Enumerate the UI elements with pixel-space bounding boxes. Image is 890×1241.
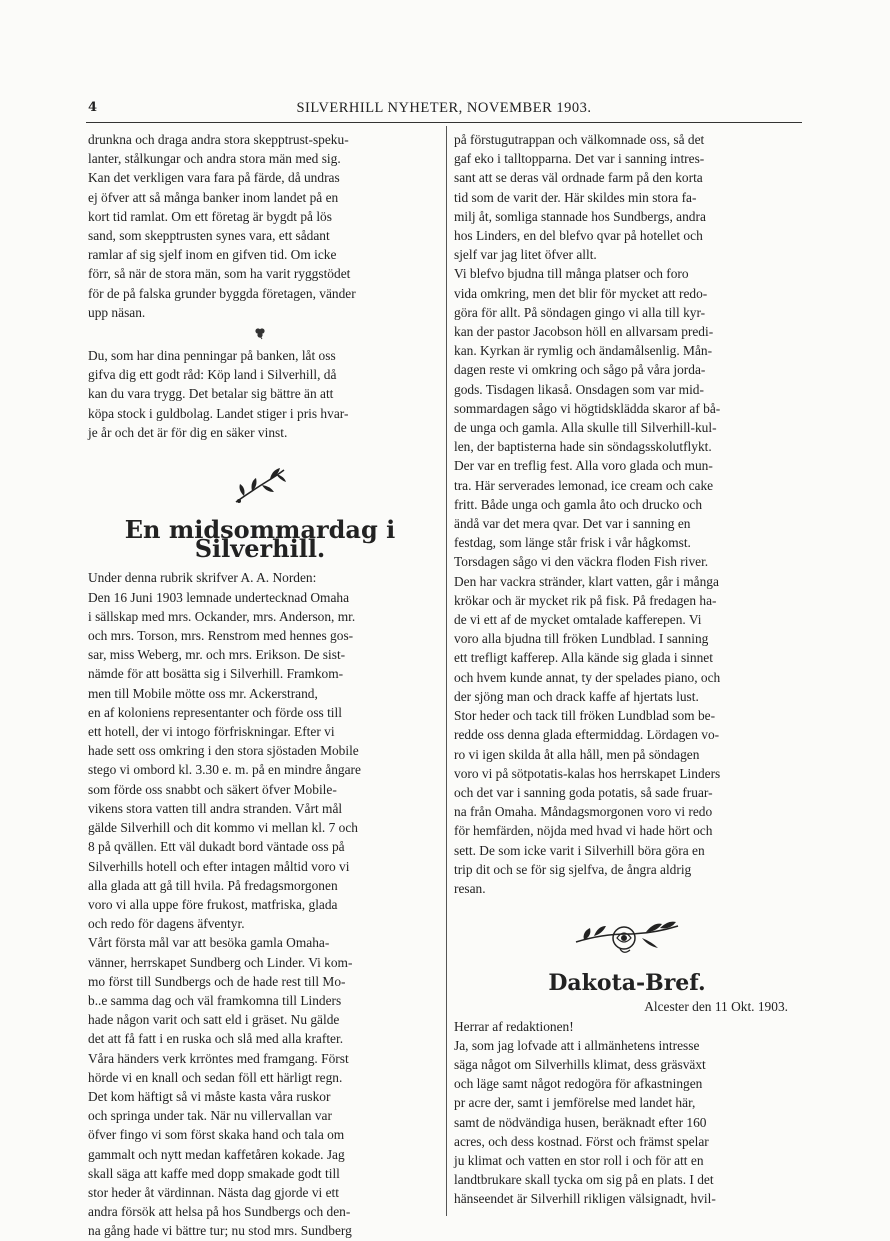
article-paragraph: Vi blefvo bjudna till många platser och foro vida omkring, men det blir för mycket att redo- göra för allt. På söndagen gingo vi alla till kyr- kan der pastor Jacobson höll en allvarsam predi- kan. Kyrkan är rymlig och ändamålsenlig. Mån- dagen reste vi omkring och sågo på våra jorda- gods. Tisdagen likaså. Onsdagen som var mid- sommardagen sågo vi högtidsklädda skaror af bå- de unga och gamla. Alla skulle till Silverhill-kul- len, der baptisterna hade sin söndagsskolutflykt. Der var en treflig fest. Alla voro glada och mun- tra. Här serverades lemonad, ice cream och cake fritt. Både unga och gamla åto och drucko och ändå var det mera qvar. Det var i sanning en festdag, som länge står frisk i vår hågkomst. Torsdagen sågo vi den väckra floden Fish river. Den har vackra stränder, klart vatten, går i många krökar och är mycket rik på fisk. På fredagen ha- de vi ett af de mycket omtalade kafferepen. Vi voro alla bjudna till fröken Lundblad. I sanning ett trefligt kafferep. Alla kände sig glada i sinnet och hvem kunde annat, ty der spelades piano, och der sjöng man och drack kaffe af hjertats lust. Stor heder och tack till fröken Lundblad som be- redde oss denna glada eftermiddag. Lördagen vo- ro vi igen skilda åt alla håll, men på söndagen voro vi på sötpotatis-kalas hos herrskapet Linders och det var i sanning goda potatis, så sade fruar- na från Omaha. Måndagsmorgonen voro vi redo för hemfärden, nöjda med hvad vi hade hört och sett. De som icke varit i Silverhill böra göra en trip dit och se för sig sjelfva, de ångra aldrig resan. <box>454 266 721 896</box>
letter-dateline: Alcester den 11 Okt. 1903. <box>644 999 788 1015</box>
left-column <box>88 130 432 1241</box>
rose-ornament-icon <box>454 912 800 956</box>
small-flower-ornament-icon <box>88 326 432 344</box>
right-column <box>454 130 800 1209</box>
header-rule <box>86 122 802 123</box>
page-number: 4 <box>88 100 98 115</box>
column-divider <box>446 126 447 1216</box>
article-continuation-paragraph: drunkna och draga andra stora skepptrust-speku- lanter, stålkungar och andra stora män med sig. Kan det verkligen vara fara på färde, då undras ej öfver att så många banker inom landet på en kort tid ramlat. Om ett företag är bygdt på lös sand, som skepptrusten synes vara, ett sådant ramlar af sig sjelf inom en gifven tid. Om icke förr, så när de stora män, som ha varit ryggstödet för de på falska grunder byggda företagen, vänder upp näsan. <box>88 132 356 320</box>
page-header <box>88 98 800 122</box>
letter-paragraph: Ja, som jag lofvade att i allmänhetens intresse säga något om Silverhills klimat, dess gräsväxt och läge samt något redogöra för afkastningen pr acre der, samt i jemförelse med landet här, samt de nödvändiga husen, beräknadt efter 160 acres, och dess kostnad. Först och främst spelar ju klimat och vatten en stor roll i och för att en landtbrukare skall tycka om sig på en plats. I det hänseendet är Silverhill rikligen välsignadt, hvil- <box>454 1037 716 1207</box>
article-title-dakota-bref: Dakota-Bref. <box>548 970 706 997</box>
letter-salutation: Herrar af redaktionen! <box>454 1018 574 1034</box>
article-paragraph: Vårt första mål var att besöka gamla Omaha- vänner, herrskapet Sundberg och Linder. Vi kom- mo först till Sundbergs och de hade rest till Mo- b..e samma dag och väl framkomna till Linders hade någon varit och satt eld i gräset. Nu gälde det att få fatt i en ruska och slå med alla krafter. Våra händers verk krröntes med framgang. Först hörde vi en knall och sedan föll ett härligt regn. Det kom häftigt så vi måste kasta våra ruskor och springa under tak. När nu villervallan var öfver fingo vi som först skaka hand och tala om gammalt och nytt medan kaffetåren kokade. Jag skall säga att kaffe med dopp smakade godt till stor heder åt värdinnan. Nästa dag gjorde vi ett andra försök att helsa på hos Sundbergs och den- na gång hade vi bättre tur; nu stod mrs. Sundberg <box>88 935 353 1239</box>
article-paragraph: Under denna rubrik skrifver A. A. Norden: Den 16 Juni 1903 lemnade undertecknad Omaha i sällskap med mrs. Ockander, mrs. Anderson, mr. och mrs. Torson, mrs. Renstrom med hennes gos- sar, miss Weberg, mr. och mrs. Erikson. De sist- nämde för att bosätta sig i Silverhill. Framkom- men till Mobile mötte oss mr. Ackerstrand, en af koloniens representanter och förde oss till ett hotell, der vi intogo förfriskningar. Efter vi hade sett oss omkring i den stora sjöstaden Mobile stego vi ombord kl. 3.30 e. m. på en mindre ångare som förde oss snabbt och säkert öfver Mobile- vikens stora vatten till andra stranden. Vårt mål gälde Silverhill och dit kommo vi mellan kl. 7 och 8 på qvällen. Ett väl dukadt bord väntade oss på Silverhills hotell och efter intagen måltid voro vi alla glada att gå till hvila. På fredagsmorgonen voro vi alla uppe före frukost, matfriska, glada och redo för dagens äfventyr. <box>88 570 361 932</box>
advice-paragraph: Du, som har dina penningar på banken, låt oss gifva dig ett godt råd: Köp land i Silverhill, då kan du vara trygg. Det betalar sig bättre än att köpa stock i guldbolag. Landet stiger i pris hvar- je år och det är för dig en säker vinst. <box>88 348 349 440</box>
running-head: SILVERHILL NYHETER, NOVEMBER 1903. <box>296 100 592 116</box>
article-paragraph: på förstugutrappan och välkomnade oss, så det gaf eko i talltopparna. Det var i sanning intres- sant att se deras väl ordnade farm på den korta tid som de varit der. Här skildes min stora fa- milj åt, somliga stannade hos Sundbergs, andra hos Linders, en del blefvo qvar på hotellet och sjelf var jag litet öfver allt. <box>454 132 706 263</box>
floral-branch-ornament-icon <box>88 464 432 506</box>
article-title-midsommardag: En midsommardag i Silverhill. <box>124 515 396 564</box>
